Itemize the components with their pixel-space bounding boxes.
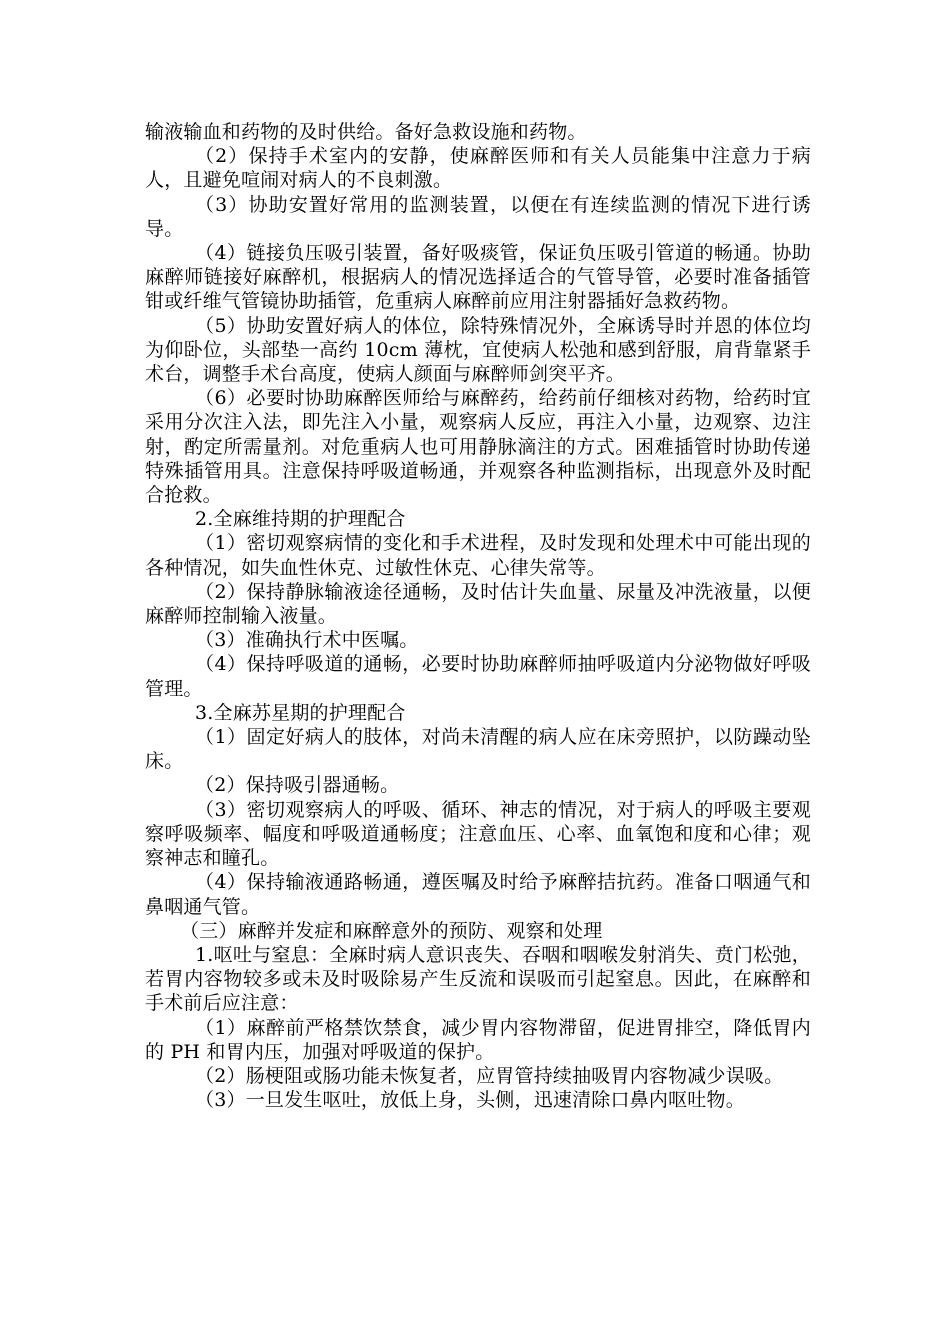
- paragraph: （2）保持手术室内的安静，使麻醉医师和有关人员能集中注意力于病人，且避免喧闹对病人的不良刺激。: [145, 145, 811, 192]
- paragraph: （3）密切观察病人的呼吸、循环、神志的情况，对于病人的呼吸主要观察呼吸频率、幅度和呼吸道通畅度；注意血压、心率、血氧饱和度和心律；观察神志和瞳孔。: [145, 798, 811, 870]
- subsection-heading: 2.全麻维持期的护理配合: [195, 508, 406, 531]
- paragraph: （2）保持静脉输液途径通畅，及时估计失血量、尿量及冲洗液量，以便麻醉师控制输入液量。: [145, 580, 811, 628]
- paragraph: （3）准确执行术中医嘱。: [195, 629, 419, 652]
- paragraph: （1）密切观察病情的变化和手术进程，及时发现和处理术中可能出现的各种情况，如失血性休克、过敏性休克、心律失常等。: [145, 532, 811, 579]
- paragraph: （2）肠梗阻或肠功能未恢复者，应胃管持续抽吸胃内容物减少误吸。: [195, 1064, 784, 1087]
- paragraph: （2）保持吸引器通畅。: [195, 774, 400, 797]
- paragraph: （4）保持呼吸道的通畅，必要时协助麻醉师抽呼吸道内分泌物做好呼吸管理。: [145, 653, 811, 700]
- section-heading: （三）麻醉并发症和麻醉意外的预防、观察和处理: [180, 919, 603, 942]
- paragraph: （3）一旦发生呕吐，放低上身，头侧，迅速清除口鼻内呕吐物。: [195, 1089, 745, 1112]
- paragraph: （4）链接负压吸引装置，备好吸痰管，保证负压吸引管道的畅通。协助麻醉师链接好麻醉机，根据病人的情况选择适合的气管导管，必要时准备插管钳或纤维气管镜协助插管，危重病人麻醉前应用注射器插好急救药物。: [145, 242, 811, 313]
- paragraph: （1）固定好病人的肢体，对尚未清醒的病人应在床旁照护，以防躁动坠床。: [145, 726, 811, 773]
- paragraph: （6）必要时协助麻醉医师给与麻醉药，给药前仔细核对药物，给药时宜采用分次注入法，即先注入小量，观察病人反应，再注入小量，边观察、边注射，酌定所需量剂。对危重病人也可用静脉滴注的方式。困难插管时协助传递特殊插管用具。注意保持呼吸道畅通，并观察各种监测指标，出现意外及时配合抢救。: [145, 387, 811, 507]
- document-page: [145, 120, 811, 1112]
- paragraph: 输液输血和药物的及时供给。备好急救设施和药物。: [145, 121, 587, 143]
- paragraph: （3）协助安置好常用的监测装置，以便在有连续监测的情况下进行诱导。: [145, 193, 811, 240]
- paragraph: （5）协助安置好病人的体位，除特殊情况外，全麻诱导时并恩的体位均为仰卧位，头部垫一高约 10cm 薄枕，宜使病人松弛和感到舒服，肩背靠紧手术台，调整手术台高度，使病人颜面与麻醉师剑突平齐。: [145, 314, 811, 386]
- paragraph: （4）保持输液通路畅通，遵医嘱及时给予麻醉拮抗药。准备口咽通气和鼻咽通气管。: [145, 871, 811, 918]
- paragraph: （1）麻醉前严格禁饮禁食，减少胃内容物滞留，促进胃排空，降低胃内的 PH 和胃内压，加强对呼吸道的保护。: [145, 1016, 811, 1063]
- paragraph: 1.呕吐与窒息：全麻时病人意识丧失、吞咽和咽喉发射消失、贲门松弛，若胃内容物较多或未及时吸除易产生反流和误吸而引起窒息。因此，在麻醉和手术前后应注意：: [145, 943, 811, 1015]
- subsection-heading: 3.全麻苏星期的护理配合: [195, 701, 406, 724]
